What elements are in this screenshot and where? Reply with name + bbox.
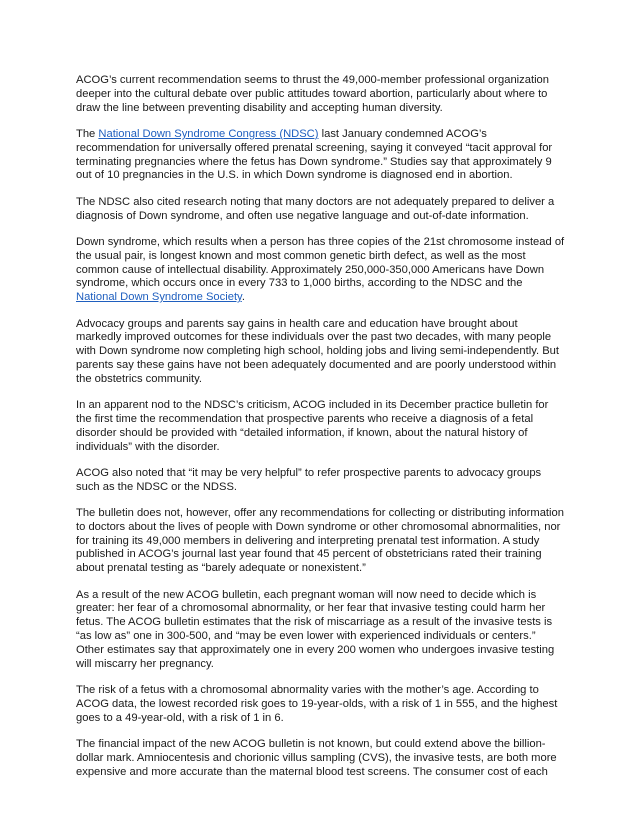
paragraph-text: As a result of the new ACOG bulletin, each pregnant woman will now need to decide which is greater: her fear of a chromosomal abnormality, or her fear that invasive testing could harm her fetus. The ACOG bulletin estimates that the risk of miscarriage as a result of the invasive tests is “as low as” one in 300-500, and “may be even lower with experienced individuals or centers.” Other estimates say that approximately one in every 200 women who undergoes invasive testing will miscarry her pregnancy. — [76, 588, 555, 670]
paragraph-8 — [76, 507, 566, 576]
paragraph-6 — [76, 399, 566, 454]
paragraph-3 — [76, 196, 566, 224]
paragraph-text: Advocacy groups and parents say gains in health care and education have brought about markedly improved outcomes for these individuals over the past two decades, with many people with Down syndrome now completing high school, holding jobs and living semi-independently. But parents say these gains have not been adequately documented and are poorly understood within the obstetrics community. — [76, 317, 559, 385]
ndsc-link[interactable]: National Down Syndrome Congress (NDSC) — [98, 127, 319, 140]
paragraph-2 — [76, 128, 566, 183]
paragraph-10 — [76, 684, 566, 725]
paragraph-text: Down syndrome, which results when a person has three copies of the 21st chromosome instead of the usual pair, is longest known and most common genetic birth defect, as well as the most common cause of intellectual disability. Approximately 250,000-350,000 Americans have Down syndrome, which occurs once in every 733 to 1,000 births, according to the NDSC and the — [76, 235, 565, 290]
paragraph-text: The NDSC also cited research noting that many doctors are not adequately prepared to deliver a diagnosis of Down syndrome, and often use negative language and out-of-date information. — [76, 195, 555, 222]
paragraph-text: The financial impact of the new ACOG bulletin is not known, but could extend above the billion-dollar mark. Amniocentesis and chorionic villus sampling (CVS), the invasive tests, are both more expensive and more accurate than the maternal blood test screens. The consumer cost of each — [76, 738, 557, 778]
paragraph-text: The — [76, 127, 99, 140]
paragraph-7 — [76, 467, 566, 495]
paragraph-1 — [76, 74, 566, 115]
paragraph-9 — [76, 589, 566, 672]
paragraph-text: ACOG’s current recommendation seems to thrust the 49,000-member professional organization deeper into the cultural debate over public attitudes toward abortion, particularly about where to draw the line between preventing disability and accepting human diversity. — [76, 74, 550, 114]
ndss-link[interactable]: National Down Syndrome Society — [76, 291, 242, 304]
paragraph-5 — [76, 318, 566, 387]
paragraph-11 — [76, 738, 566, 779]
paragraph-text: ACOG also noted that “it may be very helpful” to refer prospective parents to advocacy groups such as the NDSC or the NDSS. — [76, 466, 542, 493]
paragraph-text: last January condemned ACOG’s recommendation for universally offered prenatal screening, saying it conveyed “tacit approval for terminating pregnancies where the fetus has Down syndrome.” Studies say that approximately 9 out of 10 pregnancies in the U.S. in which Down syndrome is diagnosed end in abortion. — [76, 127, 553, 182]
paragraph-text: . — [241, 291, 245, 304]
paragraph-4 — [76, 236, 566, 305]
paragraph-text: In an apparent nod to the NDSC’s criticism, ACOG included in its December practice bulletin for the first time the recommendation that prospective parents who receive a diagnosis of a fetal disorder should be provided with “detailed information, if known, about the natural history of individuals” with the disorder. — [76, 399, 549, 453]
document-body — [76, 74, 566, 792]
paragraph-text: The bulletin does not, however, offer any recommendations for collecting or distributing information to doctors about the lives of people with Down syndrome or other chromosomal abnormalities, nor for training its 49,000 members in delivering and interpreting prenatal test information. A study published in ACOG’s journal last year found that 45 percent of obstetricians rated their training about prenatal testing as “barely adequate or nonexistent.” — [76, 507, 564, 575]
paragraph-text: The risk of a fetus with a chromosomal abnormality varies with the mother’s age. According to ACOG data, the lowest recorded risk goes to 19-year-olds, with a risk of 1 in 555, and the highest goes to a 49-year-old, with a risk of 1 in 6. — [76, 684, 558, 724]
